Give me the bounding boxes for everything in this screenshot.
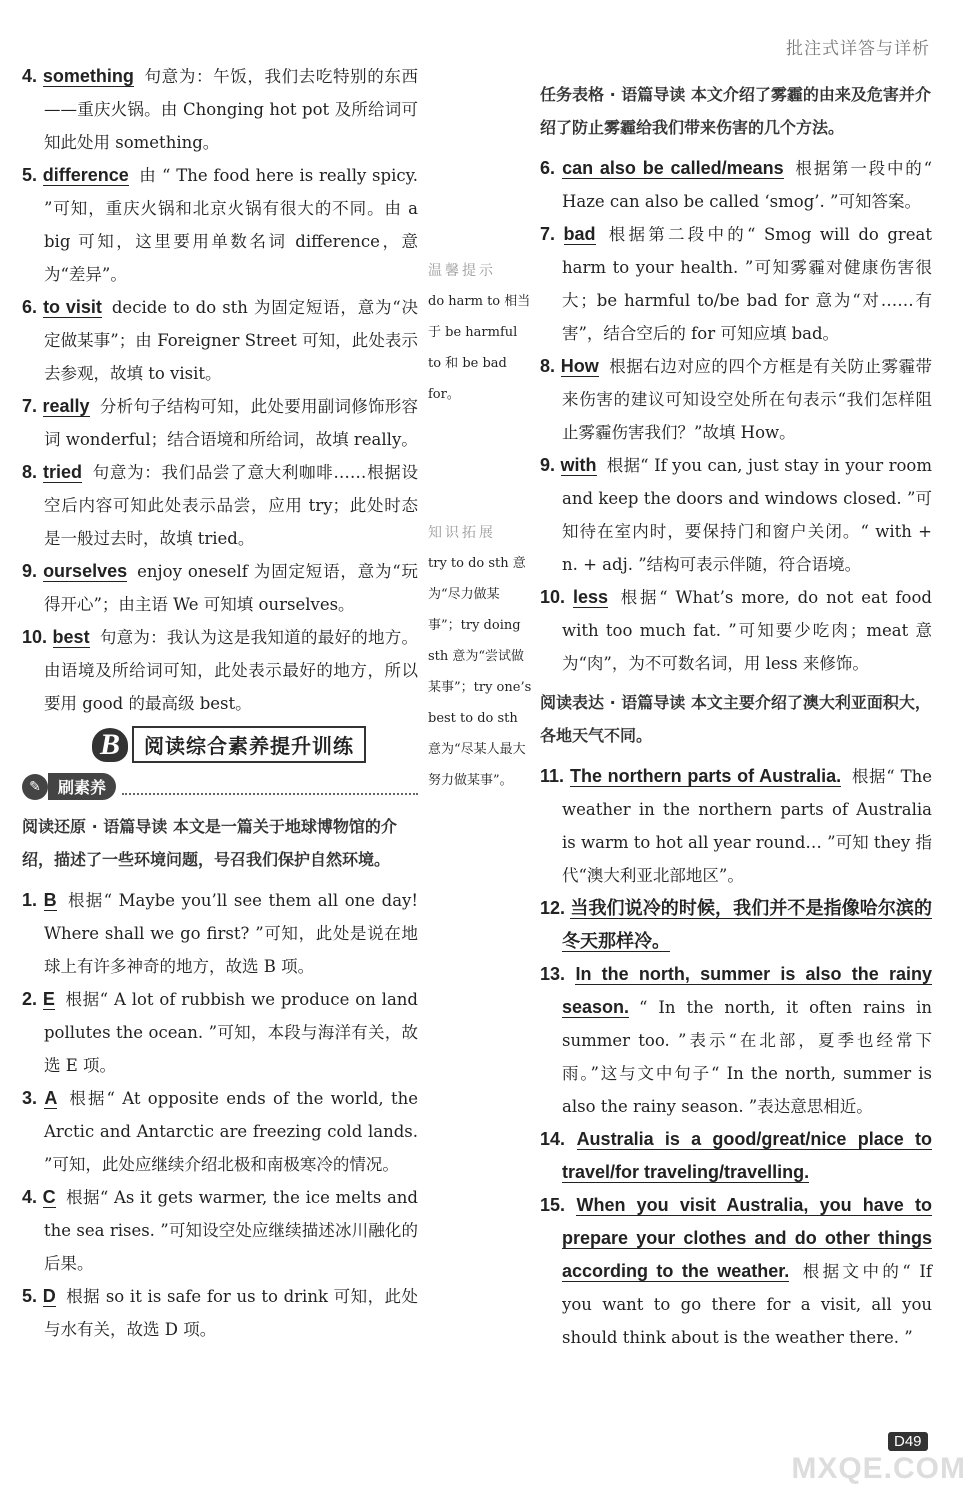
item-answer: really [42,396,90,416]
guide-text: 本文主要介绍了澳大利亚面积大，各地天气不同。 [540,693,931,745]
item-explanation: 根据“ As it gets warmer, the ice melts and the sea rises. ”可知设空处应继续描述冰川融化的后果。 [44,1188,418,1273]
item-answer: best [52,627,90,647]
item-number: 15. [540,1195,566,1215]
item-answer: bad [563,224,596,244]
answer-item [540,581,932,680]
answer-item [540,1123,932,1189]
answer-item [22,1181,418,1280]
item-answer: When you visit Australia, you have to prepare your clothes and do other things according to the weather. [562,1195,932,1281]
watermark-logo: MXQE.COM [791,1452,966,1485]
page-number: D49 [888,1432,928,1451]
item-explanation: 句意为：午饭，我们去吃特别的东西——重庆火锅。由 Chonging hot pot 及所给词可知此处用 something。 [44,67,419,152]
item-number: 5. [22,1286,38,1306]
item-number: 7. [22,396,38,416]
item-answer: B [43,890,57,910]
expression-guide [540,686,932,752]
item-number: 10. [540,587,566,607]
item-explanation: 根据文中的“ If you want to go there for a visit, all you should think about is the weather there. ” [562,1262,933,1347]
answer-item [22,159,418,291]
item-number: 9. [540,455,556,475]
item-answer: less [572,587,609,607]
item-number: 10. [22,627,48,647]
item-answer: How [560,356,599,376]
item-answer: something [42,66,134,86]
answer-item [22,60,418,159]
answer-item [22,884,418,983]
item-explanation: 根据“ Maybe you’ll see them all one day! Where shall we go first? ”可知，此处是说在地球上有许多神奇的地方，故选 B 项。 [44,891,418,976]
item-answer: difference [42,165,129,185]
item-number: 8. [540,356,556,376]
item-answer: with [560,455,597,475]
item-explanation: 句意为：我认为这是我知道的最好的地方。由语境及所给词可知，此处表示最好的地方，所以要用 good 的最高级 best。 [44,628,419,713]
item-explanation: 根据“ At opposite ends of the world, the Arctic and Antarctic are freezing cold lands. ”可知，此处应继续介绍北极和南极寒冷的情况。 [44,1089,418,1174]
practice-badge [22,773,418,800]
brush-icon: ✎ [22,774,48,800]
item-number: 6. [540,158,556,178]
item-explanation: 分析句子结构可知，此处要用副词修饰形容词 wonderful；结合语境和所给词，故填 really。 [44,397,419,449]
answer-item [540,760,932,892]
left-answer-list [22,60,418,720]
item-answer: The northern parts of Australia. [569,766,842,786]
item-number: 2. [22,989,38,1009]
item-number: 11. [540,766,565,786]
item-answer: A [44,1088,58,1108]
item-explanation: 根据“ The weather in the northern parts of Australia is warm to hot all year round… ”可知 they 指代“澳大利亚北部地区”。 [562,767,933,885]
answer-item [540,218,932,350]
tip-title: 温馨提示 [428,263,496,279]
item-number: 14. [540,1129,566,1149]
item-explanation: 根据第二段中的“ Smog will do great harm to your health. ”可知雾霾对健康伤害很大；be harmful to/be bad for 意为“对……有害”，结合空后的 for 可知应填 bad。 [562,225,932,343]
answer-item [540,958,932,1123]
item-explanation: enjoy oneself 为固定短语，意为“玩得开心”；由主语 We 可知填 ourselves。 [44,562,418,614]
guide-tag: 阅读表达 · 语篇导读 [540,693,686,712]
section-title: 阅读综合素养提升训练 [132,726,366,763]
badge-label: 刷素养 [48,773,116,800]
item-number: 12. [540,898,566,918]
side-notes [428,258,532,796]
answer-item [540,449,932,581]
item-explanation: decide to do sth 为固定短语，意为“决定做某事”；由 Foreigner Street 可知，此处表示去参观，故填 to visit。 [44,298,419,383]
item-answer: C [42,1187,56,1207]
answer-item [22,983,418,1082]
guide-tag: 阅读还原 · 语篇导读 [22,817,168,836]
tip-text: do harm to 相当于 be harmful to 和 be bad for。 [428,294,531,402]
section-letter: B [92,728,128,762]
item-answer: tried [42,462,82,482]
item-number: 13. [540,964,566,984]
item-explanation: 根据 so it is safe for us to drink 可知，此处与水有关，故选 D 项。 [44,1287,419,1339]
item-explanation: 根据“ What’s more, do not eat food with too much fat. ”可知要少吃肉；meat 意为“肉”，为不可数名词，用 less 来修饰。 [562,588,932,673]
right-column [540,72,932,1354]
item-explanation: 由 “ The food here is really spicy. ”可知，重庆火锅和北京火锅有很大的不同。由 a big 可知，这里要用单数名词 difference，意为“差异”。 [44,166,418,284]
extension-title: 知识拓展 [428,525,496,541]
item-answer: ourselves [43,561,128,581]
right-answer-list-2 [540,760,932,1354]
answer-item [22,1082,418,1181]
item-answer: In the north, summer is also the rainy season. [562,964,932,1017]
item-explanation: 根据第一段中的“ Haze can also be called ‘smog’. ”可知答案。 [562,159,933,211]
item-number: 9. [22,561,38,581]
left-column [22,60,418,1346]
guide-text: 本文介绍了雾霾的由来及危害并介绍了防止雾霾给我们带来伤害的几个方法。 [540,85,931,137]
item-answer: can also be called/means [562,158,784,178]
item-answer: 当我们说冷的时候，我们并不是指像哈尔滨的冬天那样冷。 [562,898,933,951]
answer-item [22,1280,418,1346]
item-number: 7. [540,224,556,244]
extension-text: try to do sth 意为“尽力做某事”；try doing sth 意为“尝试做某事”；try one’s best to do sth 意为“尽某人最大努力做某事”。 [428,556,532,788]
item-explanation: “ In the north, it often rains in summer too. ”表示“在北部，夏季也经常下雨。”这与文中句子“ In the north, summer is also the rainy season. ”表达意思相近。 [562,998,932,1116]
item-number: 4. [22,66,38,86]
item-number: 8. [22,462,38,482]
guide-text: 本文是一篇关于地球博物馆的介绍，描述了一些环境问题，号召我们保护自然环境。 [22,817,397,869]
answer-item [22,390,418,456]
dotted-divider [122,779,418,795]
reading-guide [22,810,418,876]
answer-item [540,1189,932,1354]
guide-tag: 任务表格 · 语篇导读 [540,85,686,104]
item-number: 4. [22,1187,38,1207]
right-answer-list [540,152,932,680]
section-banner [92,726,418,763]
item-number: 3. [22,1088,38,1108]
item-explanation: 根据“ If you can, just stay in your room and keep the doors and windows closed. ”可知待在室内时，要保持门和窗户关闭。“ with + n. + adj. ”结构可表示伴随，符合语境。 [562,456,933,574]
item-explanation: 根据“ A lot of rubbish we produce on land pollutes the ocean. ”可知，本段与海洋有关，故选 E 项。 [44,990,418,1075]
item-answer: E [42,989,55,1009]
task-guide [540,78,932,144]
answer-item [540,892,932,958]
answer-item [22,621,418,720]
left-answer-list-2 [22,884,418,1346]
item-number: 5. [22,165,38,185]
answer-item [22,291,418,390]
answer-item [540,152,932,218]
item-explanation: 根据右边对应的四个方框是有关防止雾霾带来伤害的建议可知设空处所在句表示“我们怎样阻止雾霾伤害我们？”故填 How。 [562,357,933,442]
item-explanation: 句意为：我们品尝了意大利咖啡……根据设空后内容可知此处表示品尝，应用 try；此处时态是一般过去时，故填 tried。 [44,463,419,548]
running-header: 批注式详答与详析 [786,39,930,59]
item-number: 1. [22,890,38,910]
answer-item [22,555,418,621]
item-answer: D [42,1286,56,1306]
item-answer: Australia is a good/great/nice place to travel/for traveling/travelling. [562,1129,933,1182]
item-answer: to visit [43,297,102,317]
answer-item [540,350,932,449]
item-number: 6. [22,297,38,317]
answer-item [22,456,418,555]
